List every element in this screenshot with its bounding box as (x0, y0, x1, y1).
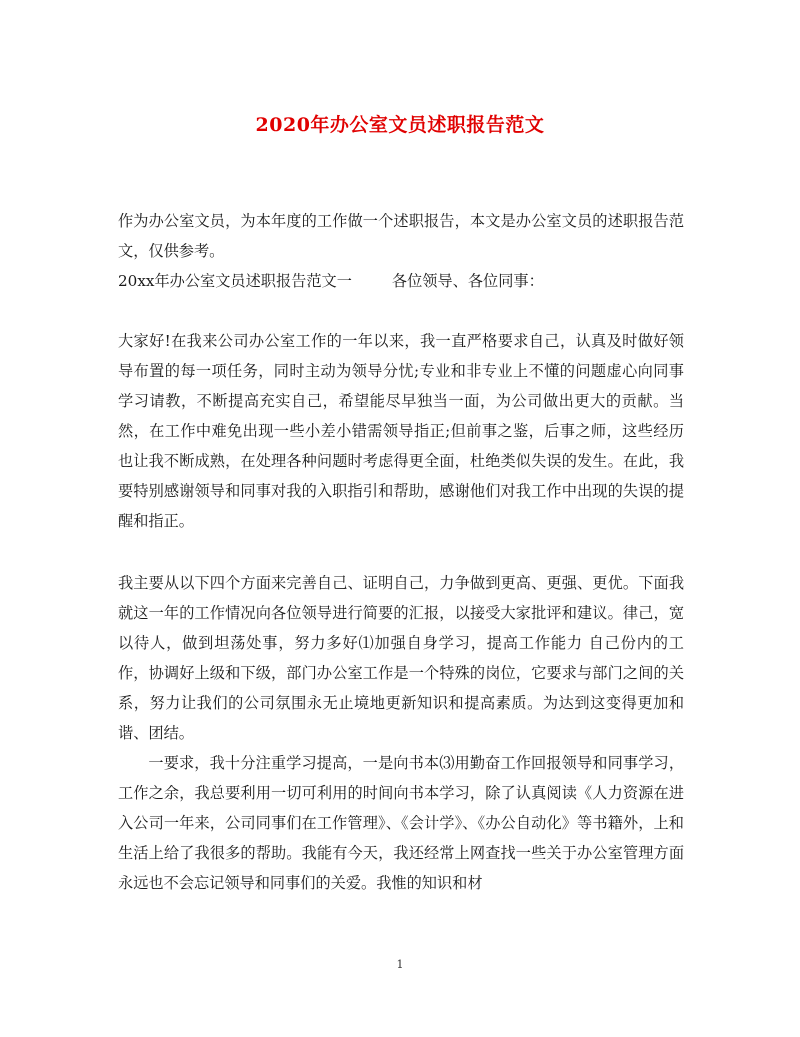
greeting-salutation: 各位领导、各位同事： (391, 272, 544, 290)
body-paragraph-2: 我主要从以下四个方面来完善自己、证明自己，力争做到更高、更强、更优。下面我就这一年的工作情况向各位领导进行简要的汇报，以接受大家批评和建议。律己，宽以待人，做到坦荡处事，努力多好⑴加强自身学习，提高工作能力 自己份内的工作，协调好上级和下级，部门办公室工作是一个特殊的岗位，它要求与部门之间的关系，努力让我们的公司氛围永无止境地更新知识和提高素质。为达到这变得更加和谐、团结。 (118, 574, 684, 742)
greeting-heading: 20xx年办公室文员述职报告范文一 (118, 272, 352, 290)
greeting-line (118, 266, 684, 296)
page-number: 1 (396, 958, 404, 971)
intro-paragraph: 作为办公室文员，为本年度的工作做一个述职报告，本文是办公室文员的述职报告范文，仅供参考。 (118, 212, 684, 260)
body-paragraph-1: 大家好!在我来公司办公室工作的一年以来，我一直严格要求自己，认真及时做好领导布置的每一项任务，同时主动为领导分忧;专业和非专业上不懂的问题虚心向同事学习请教，不断提高充实自己，希望能尽早独当一面，为公司做出更大的贡献。当然，在工作中难免出现一些小差小错需领导指正;但前事之鉴，后事之师，这些经历也让我不断成熟，在处理各种问题时考虑得更全面，杜绝类似失误的发生。在此，我要特别感谢领导和同事对我的入职指引和帮助，感谢他们对我工作中出现的失误的提醒和指正。 (118, 332, 684, 530)
body-paragraph-3: 一要求，我十分注重学习提高，一是向书本⑶用勤奋工作回报领导和同事学习，工作之余，我总要利用一切可利用的时间向书本学习，除了认真阅读《人力资源在进入公司一年来，公司同事们在工作管理》、《会计学》、《办公自动化》等书籍外，上和生活上给了我很多的帮助。我能有今天，我还经常上网查找一些关于办公室管理方面永远也不会忘记领导和同事们的关爱。我惟的知识和材 (118, 754, 684, 892)
document-title: 2020年办公室文员述职报告范文 (255, 114, 545, 136)
